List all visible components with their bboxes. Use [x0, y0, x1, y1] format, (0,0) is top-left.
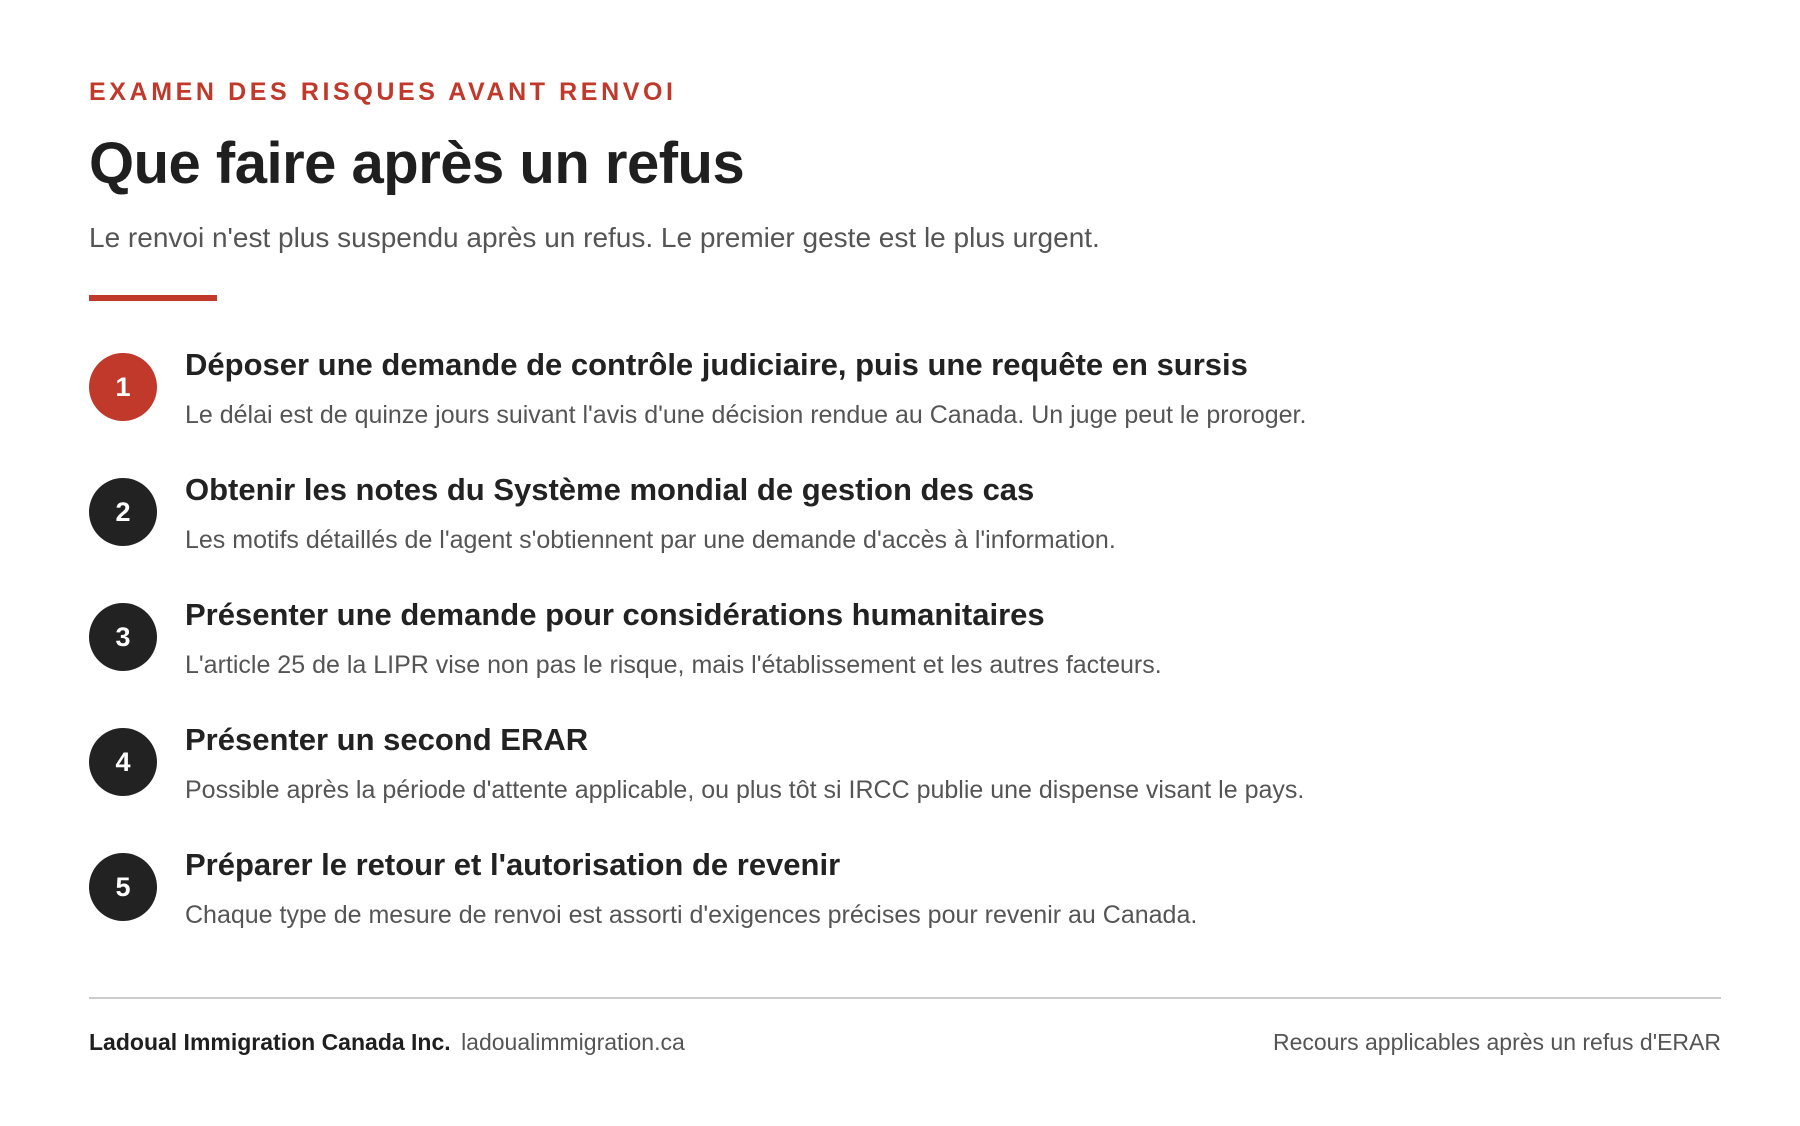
- step-description: L'article 25 de la LIPR vise non pas le risque, mais l'établissement et les autres facteurs.: [185, 651, 1162, 679]
- step-number-badge: 3: [89, 603, 157, 671]
- step-description: Chaque type de mesure de renvoi est assorti d'exigences précises pour revenir au Canada.: [185, 901, 1198, 929]
- step-number-badge: 2: [89, 478, 157, 546]
- page: [89, 0, 1719, 1126]
- step-description: Possible après la période d'attente applicable, ou plus tôt si IRCC publie une dispense visant le pays.: [185, 776, 1305, 804]
- step-item-4: [89, 722, 1719, 838]
- step-title: Obtenir les notes du Système mondial de gestion des cas: [185, 472, 1035, 507]
- step-title: Déposer une demande de contrôle judiciaire, puis une requête en sursis: [185, 347, 1248, 382]
- accent-divider: [89, 295, 217, 301]
- step-item-2: [89, 472, 1719, 588]
- step-number-badge: 4: [89, 728, 157, 796]
- step-title: Présenter une demande pour considérations humanitaires: [185, 597, 1045, 632]
- step-description: Le délai est de quinze jours suivant l'avis d'une décision rendue au Canada. Un juge peut le proroger.: [185, 401, 1307, 429]
- page-subtitle: Le renvoi n'est plus suspendu après un refus. Le premier geste est le plus urgent.: [89, 222, 1100, 253]
- step-number-badge: 1: [89, 353, 157, 421]
- step-item-5: [89, 847, 1719, 963]
- footer-website-link[interactable]: ladoualimmigration.ca: [461, 1029, 685, 1055]
- footer-caption: Recours applicables après un refus d'ERAR: [1272, 1029, 1721, 1055]
- footer-company-name: Ladoual Immigration Canada Inc.: [89, 1029, 451, 1055]
- step-item-1: [89, 347, 1719, 463]
- eyebrow-label: EXAMEN DES RISQUES AVANT RENVOI: [89, 78, 677, 106]
- step-item-3: [89, 597, 1719, 713]
- step-number-badge: 5: [89, 853, 157, 921]
- footer-divider: [89, 997, 1721, 999]
- footer-brand: [89, 1029, 685, 1056]
- step-title: Préparer le retour et l'autorisation de revenir: [185, 847, 841, 882]
- step-title: Présenter un second ERAR: [185, 722, 589, 757]
- step-description: Les motifs détaillés de l'agent s'obtiennent par une demande d'accès à l'information.: [185, 526, 1116, 554]
- page-title: Que faire après un refus: [89, 131, 745, 196]
